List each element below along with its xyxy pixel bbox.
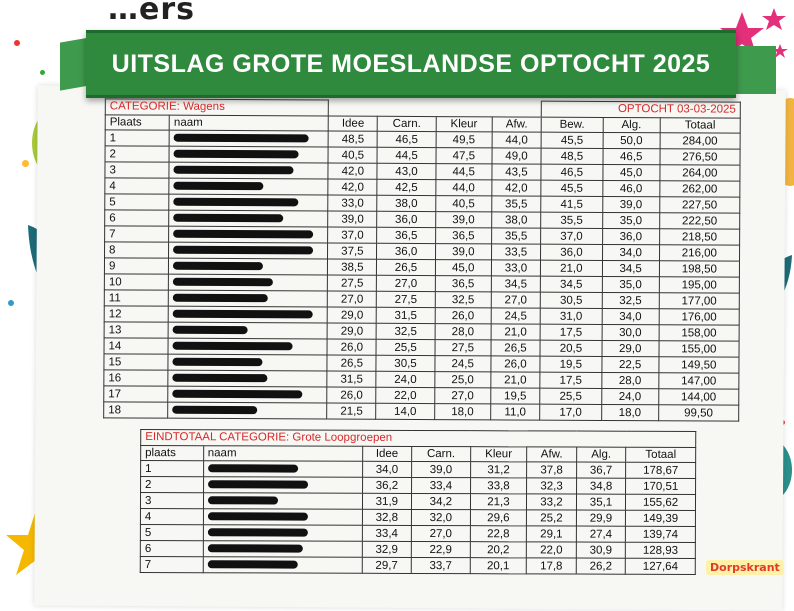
totaal-cell: 198,50	[659, 261, 739, 277]
carn-cell: 34,2	[412, 494, 471, 510]
redacted-name	[173, 310, 313, 319]
redacted-name	[207, 560, 297, 568]
bew-cell: 45,5	[541, 132, 603, 148]
plaats-cell: 12	[104, 306, 168, 322]
afw-cell: 37,8	[527, 462, 577, 478]
idee-cell: 37,0	[328, 227, 377, 243]
plaats-cell: 5	[140, 525, 203, 541]
kleur-cell: 31,2	[470, 462, 527, 478]
column-header: Alg.	[603, 117, 660, 133]
idee-cell: 36,2	[362, 477, 412, 493]
idee-cell: 29,7	[362, 557, 412, 573]
kleur-cell: 24,5	[435, 356, 491, 372]
name-cell	[169, 258, 328, 275]
redacted-name	[208, 512, 308, 520]
redacted-name	[173, 326, 248, 334]
name-cell	[168, 338, 327, 355]
idee-cell: 39,0	[328, 211, 377, 227]
name-cell	[169, 146, 328, 163]
idee-cell: 31,9	[362, 493, 412, 509]
carn-cell: 30,5	[376, 355, 434, 371]
kleur-cell: 47,5	[436, 148, 492, 164]
redacted-name	[173, 214, 283, 223]
dorpskrant-logo: Dorpskrant	[706, 560, 784, 575]
kleur-cell: 22,8	[470, 526, 527, 542]
table-row	[140, 509, 695, 527]
afw-cell: 21,0	[491, 372, 540, 388]
loopgroepen-results-table	[140, 429, 696, 575]
alg-cell: 28,0	[602, 373, 659, 389]
confetti-dot	[40, 70, 45, 75]
carn-cell: 46,5	[378, 131, 436, 147]
alg-cell: 36,7	[576, 462, 626, 478]
totaal-cell: 216,00	[659, 245, 739, 261]
afw-cell: 22,0	[527, 542, 577, 558]
kleur-cell: 36,5	[435, 276, 491, 292]
kleur-cell: 39,0	[435, 212, 491, 228]
afw-cell: 33,5	[491, 244, 540, 260]
kleur-cell: 28,0	[435, 324, 491, 340]
table-row	[140, 525, 695, 543]
bew-cell: 46,5	[541, 164, 603, 180]
name-cell	[203, 541, 362, 558]
category-title	[105, 99, 328, 116]
bew-cell: 17,5	[540, 324, 602, 340]
carn-cell: 44,5	[377, 147, 435, 163]
idee-cell: 27,5	[328, 275, 377, 291]
kleur-cell: 33,8	[470, 478, 527, 494]
alg-cell: 34,5	[602, 261, 659, 277]
kleur-cell: 21,3	[470, 494, 527, 510]
alg-cell: 39,0	[602, 197, 659, 213]
redacted-name	[174, 134, 309, 143]
alg-cell: 45,0	[603, 165, 660, 181]
plaats-cell: 11	[104, 290, 168, 306]
kleur-cell: 45,0	[435, 260, 491, 276]
table-row	[140, 541, 695, 559]
alg-cell: 34,0	[602, 309, 659, 325]
carn-cell: 36,5	[377, 227, 435, 243]
totaal-cell: 177,00	[659, 293, 739, 309]
afw-cell: 33,2	[527, 494, 577, 510]
plaats-cell: 7	[105, 226, 169, 242]
column-header: Kleur	[436, 116, 492, 132]
kleur-cell: 20,1	[470, 558, 527, 574]
bew-cell: 41,5	[541, 196, 603, 212]
redacted-name	[173, 262, 263, 270]
redacted-name	[173, 278, 273, 287]
top-handwriting: …ers	[108, 0, 195, 27]
carn-cell: 22,0	[376, 387, 434, 403]
afw-cell: 35,5	[492, 196, 541, 212]
banner-fold-right	[730, 46, 776, 94]
table-row	[140, 557, 695, 575]
table-row	[141, 477, 696, 495]
column-header: Idee	[362, 446, 412, 462]
category-name: Wagens	[183, 101, 225, 114]
category-name: Grote Loopgroepen	[292, 431, 393, 445]
carn-cell: 38,0	[377, 195, 435, 211]
name-cell	[203, 557, 362, 574]
name-cell	[168, 402, 327, 419]
carn-cell: 26,5	[377, 259, 435, 275]
name-cell	[169, 130, 328, 147]
bew-cell: 37,0	[541, 228, 603, 244]
afw-cell: 21,0	[491, 324, 540, 340]
plaats-cell: 2	[105, 146, 169, 162]
idee-cell: 29,0	[327, 323, 376, 339]
idee-cell: 33,4	[362, 525, 412, 541]
plaats-cell: 4	[140, 509, 203, 525]
plaats-cell: 15	[104, 354, 168, 370]
totaal-cell: 222,50	[659, 213, 739, 229]
redacted-name	[208, 480, 308, 488]
bew-cell: 35,5	[541, 212, 603, 228]
redacted-name	[174, 150, 299, 159]
idee-cell: 34,0	[362, 461, 412, 477]
carn-cell: 36,0	[377, 211, 435, 227]
redacted-name	[174, 198, 299, 207]
kleur-cell: 39,0	[435, 244, 491, 260]
idee-cell: 27,0	[327, 291, 376, 307]
plaats-cell: 1	[105, 130, 169, 146]
plaats-cell: 17	[104, 386, 168, 402]
name-cell	[168, 306, 327, 323]
idee-cell: 37,5	[328, 243, 377, 259]
totaal-cell: 149,50	[659, 357, 739, 373]
bew-cell: 30,5	[540, 292, 602, 308]
idee-cell: 33,0	[328, 195, 377, 211]
afw-cell: 33,0	[491, 260, 540, 276]
redacted-name	[173, 374, 268, 382]
totaal-cell: 149,39	[626, 510, 696, 526]
plaats-cell: 4	[105, 178, 169, 194]
spacer-cell	[328, 100, 541, 117]
idee-cell: 32,9	[362, 541, 412, 557]
page-title: UITSLAG GROTE MOESLANDSE OPTOCHT 2025	[111, 49, 711, 78]
alg-cell: 50,0	[603, 133, 660, 149]
idee-cell: 31,5	[327, 371, 376, 387]
kleur-cell: 40,5	[435, 196, 491, 212]
totaal-cell: 264,00	[660, 165, 740, 181]
idee-cell: 26,0	[327, 387, 376, 403]
kleur-cell: 18,0	[434, 404, 490, 420]
column-header: Totaal	[660, 117, 740, 133]
afw-cell: 19,5	[491, 388, 540, 404]
plaats-cell: 6	[105, 210, 169, 226]
bew-cell: 36,0	[541, 244, 603, 260]
bew-cell: 17,5	[540, 372, 602, 388]
name-cell	[203, 493, 362, 510]
column-header: Plaats	[105, 114, 169, 130]
redacted-name	[172, 406, 257, 414]
redacted-name	[207, 528, 307, 536]
carn-cell: 33,7	[411, 558, 470, 574]
redacted-name	[174, 166, 294, 175]
afw-cell: 43,5	[492, 164, 541, 180]
bew-cell: 17,0	[540, 404, 602, 420]
column-header: Totaal	[626, 447, 696, 463]
column-header: plaats	[141, 445, 204, 461]
name-cell	[169, 162, 328, 179]
totaal-cell: 139,74	[626, 526, 696, 542]
afw-cell: 34,5	[491, 276, 540, 292]
table-row	[104, 402, 739, 421]
totaal-cell: 147,00	[659, 373, 739, 389]
column-header: Carn.	[412, 446, 471, 462]
afw-cell: 24,5	[491, 308, 540, 324]
afw-cell: 49,0	[492, 148, 541, 164]
idee-cell: 42,0	[328, 179, 377, 195]
bew-cell: 45,5	[541, 180, 603, 196]
bew-cell: 31,0	[540, 308, 602, 324]
table-row	[140, 493, 695, 511]
column-header: naam	[169, 115, 328, 131]
redacted-name	[174, 182, 264, 190]
idee-cell: 42,0	[328, 163, 377, 179]
optocht-date: OPTOCHT 03-03-2025	[541, 101, 740, 118]
afw-cell: 11,0	[491, 404, 540, 420]
totaal-cell: 170,51	[626, 478, 696, 494]
totaal-cell: 218,50	[659, 229, 739, 245]
name-cell	[168, 354, 327, 371]
bew-cell: 21,0	[541, 260, 603, 276]
plaats-cell: 6	[140, 541, 203, 557]
alg-cell: 35,0	[602, 277, 659, 293]
afw-cell: 42,0	[492, 180, 541, 196]
name-cell	[169, 210, 328, 227]
afw-cell: 26,0	[491, 356, 540, 372]
carn-cell: 32,0	[412, 510, 471, 526]
afw-cell: 44,0	[492, 132, 541, 148]
kleur-cell: 20,2	[470, 542, 527, 558]
totaal-cell: 276,50	[660, 149, 740, 165]
kleur-cell: 26,0	[435, 308, 491, 324]
kleur-cell: 49,5	[436, 132, 492, 148]
alg-cell: 34,8	[576, 478, 626, 494]
bew-cell: 20,5	[540, 340, 602, 356]
kleur-cell: 44,5	[436, 164, 492, 180]
bew-cell: 48,5	[541, 148, 603, 164]
totaal-cell: 284,00	[660, 133, 740, 149]
carn-cell: 33,4	[412, 478, 471, 494]
kleur-cell: 36,5	[435, 228, 491, 244]
name-cell	[203, 461, 362, 478]
alg-cell: 36,0	[602, 229, 659, 245]
carn-cell: 22,9	[411, 542, 470, 558]
alg-cell: 26,2	[576, 558, 626, 574]
name-cell	[168, 370, 327, 387]
kleur-cell: 27,5	[435, 340, 491, 356]
totaal-cell: 227,50	[659, 197, 739, 213]
plaats-cell: 10	[104, 274, 168, 290]
afw-cell: 17,8	[526, 558, 576, 574]
idee-cell: 21,5	[327, 403, 376, 419]
carn-cell: 27,5	[377, 291, 435, 307]
alg-cell: 24,0	[601, 389, 658, 405]
name-cell	[168, 322, 327, 339]
totaal-cell: 127,64	[626, 558, 696, 574]
redacted-name	[208, 464, 298, 472]
title-banner	[86, 30, 736, 98]
name-cell	[203, 477, 362, 494]
table-row	[141, 461, 696, 479]
carn-cell: 42,5	[377, 179, 435, 195]
carn-cell: 27,0	[377, 275, 435, 291]
redacted-name	[173, 390, 303, 399]
name-cell	[168, 290, 327, 307]
kleur-cell: 44,0	[435, 180, 491, 196]
column-header: Carn.	[378, 116, 436, 132]
name-cell	[169, 242, 328, 259]
plaats-cell: 5	[105, 194, 169, 210]
alg-cell: 46,5	[603, 149, 660, 165]
carn-cell: 25,5	[376, 339, 434, 355]
plaats-cell: 3	[140, 493, 203, 509]
kleur-cell: 32,5	[435, 292, 491, 308]
alg-cell: 34,0	[602, 245, 659, 261]
carn-cell: 43,0	[377, 163, 435, 179]
kleur-cell: 29,6	[470, 510, 527, 526]
redacted-name	[208, 496, 278, 504]
alg-cell: 29,9	[576, 510, 626, 526]
plaats-cell: 1	[141, 461, 204, 477]
idee-cell: 48,5	[328, 131, 377, 147]
totaal-cell: 178,67	[626, 462, 696, 478]
name-cell	[203, 525, 362, 542]
carn-cell: 27,0	[411, 526, 470, 542]
plaats-cell: 8	[105, 242, 169, 258]
plaats-cell: 18	[104, 402, 168, 418]
plaats-cell: 13	[104, 322, 168, 338]
category-label: CATEGORIE:	[109, 100, 180, 114]
redacted-name	[173, 230, 313, 239]
idee-cell: 26,0	[327, 339, 376, 355]
idee-cell: 29,0	[327, 307, 376, 323]
redacted-name	[173, 342, 293, 351]
category-label: EINDTOTAAL CATEGORIE:	[145, 431, 290, 444]
alg-cell: 32,5	[602, 293, 659, 309]
column-header: Kleur	[470, 446, 527, 462]
carn-cell: 32,5	[377, 323, 435, 339]
carn-cell: 39,0	[412, 462, 471, 478]
alg-cell: 22,5	[602, 357, 659, 373]
totaal-cell: 262,00	[660, 181, 740, 197]
bew-cell: 19,5	[540, 356, 602, 372]
bew-cell: 25,5	[540, 388, 602, 404]
alg-cell: 29,0	[602, 341, 659, 357]
totaal-cell: 176,00	[659, 309, 739, 325]
bew-cell: 34,5	[540, 276, 602, 292]
totaal-cell: 99,50	[658, 405, 738, 421]
plaats-cell: 2	[141, 477, 204, 493]
totaal-cell: 195,00	[659, 277, 739, 293]
afw-cell: 38,0	[492, 212, 541, 228]
kleur-cell: 25,0	[434, 372, 490, 388]
alg-cell: 30,0	[602, 325, 659, 341]
alg-cell: 46,0	[603, 181, 660, 197]
totaal-cell: 144,00	[658, 389, 738, 405]
carn-cell: 36,0	[377, 243, 435, 259]
afw-cell: 27,0	[491, 292, 540, 308]
column-header: Bew.	[541, 117, 603, 133]
alg-cell: 35,0	[602, 213, 659, 229]
name-cell	[169, 194, 328, 211]
wagens-results-table	[103, 98, 741, 422]
confetti-dot	[14, 40, 20, 46]
plaats-cell: 16	[104, 370, 168, 386]
name-cell	[169, 226, 328, 243]
plaats-cell: 9	[104, 258, 168, 274]
kleur-cell: 27,0	[434, 388, 490, 404]
name-cell	[169, 274, 328, 291]
carn-cell: 14,0	[376, 403, 434, 419]
name-cell	[169, 178, 328, 195]
totaal-cell: 155,62	[626, 494, 696, 510]
alg-cell: 35,1	[576, 494, 626, 510]
idee-cell: 32,8	[362, 509, 412, 525]
totaal-cell: 155,00	[659, 341, 739, 357]
alg-cell: 18,0	[601, 405, 658, 421]
afw-cell: 26,5	[491, 340, 540, 356]
totaal-cell: 128,93	[626, 542, 696, 558]
name-cell	[203, 509, 362, 526]
column-header: Afw.	[492, 116, 541, 132]
redacted-name	[207, 544, 302, 552]
idee-cell: 38,5	[328, 259, 377, 275]
carn-cell: 31,5	[377, 307, 435, 323]
idee-cell: 40,5	[328, 147, 377, 163]
column-header: Afw.	[527, 446, 577, 462]
redacted-name	[173, 246, 313, 255]
column-header: Alg.	[576, 447, 626, 463]
afw-cell: 25,2	[527, 510, 577, 526]
plaats-cell: 7	[140, 557, 203, 573]
afw-cell: 32,3	[527, 478, 577, 494]
redacted-name	[173, 358, 263, 366]
name-cell	[168, 386, 327, 403]
redacted-name	[173, 294, 268, 302]
column-header: naam	[203, 445, 362, 461]
idee-cell: 26,5	[327, 355, 376, 371]
afw-cell: 35,5	[491, 228, 540, 244]
alg-cell: 30,9	[576, 542, 626, 558]
plaats-cell: 14	[104, 338, 168, 354]
alg-cell: 27,4	[576, 526, 626, 542]
totaal-cell: 158,00	[659, 325, 739, 341]
carn-cell: 24,0	[376, 371, 434, 387]
column-header: Idee	[328, 116, 377, 132]
plaats-cell: 3	[105, 162, 169, 178]
afw-cell: 29,1	[527, 526, 577, 542]
confetti-dot	[8, 300, 14, 306]
